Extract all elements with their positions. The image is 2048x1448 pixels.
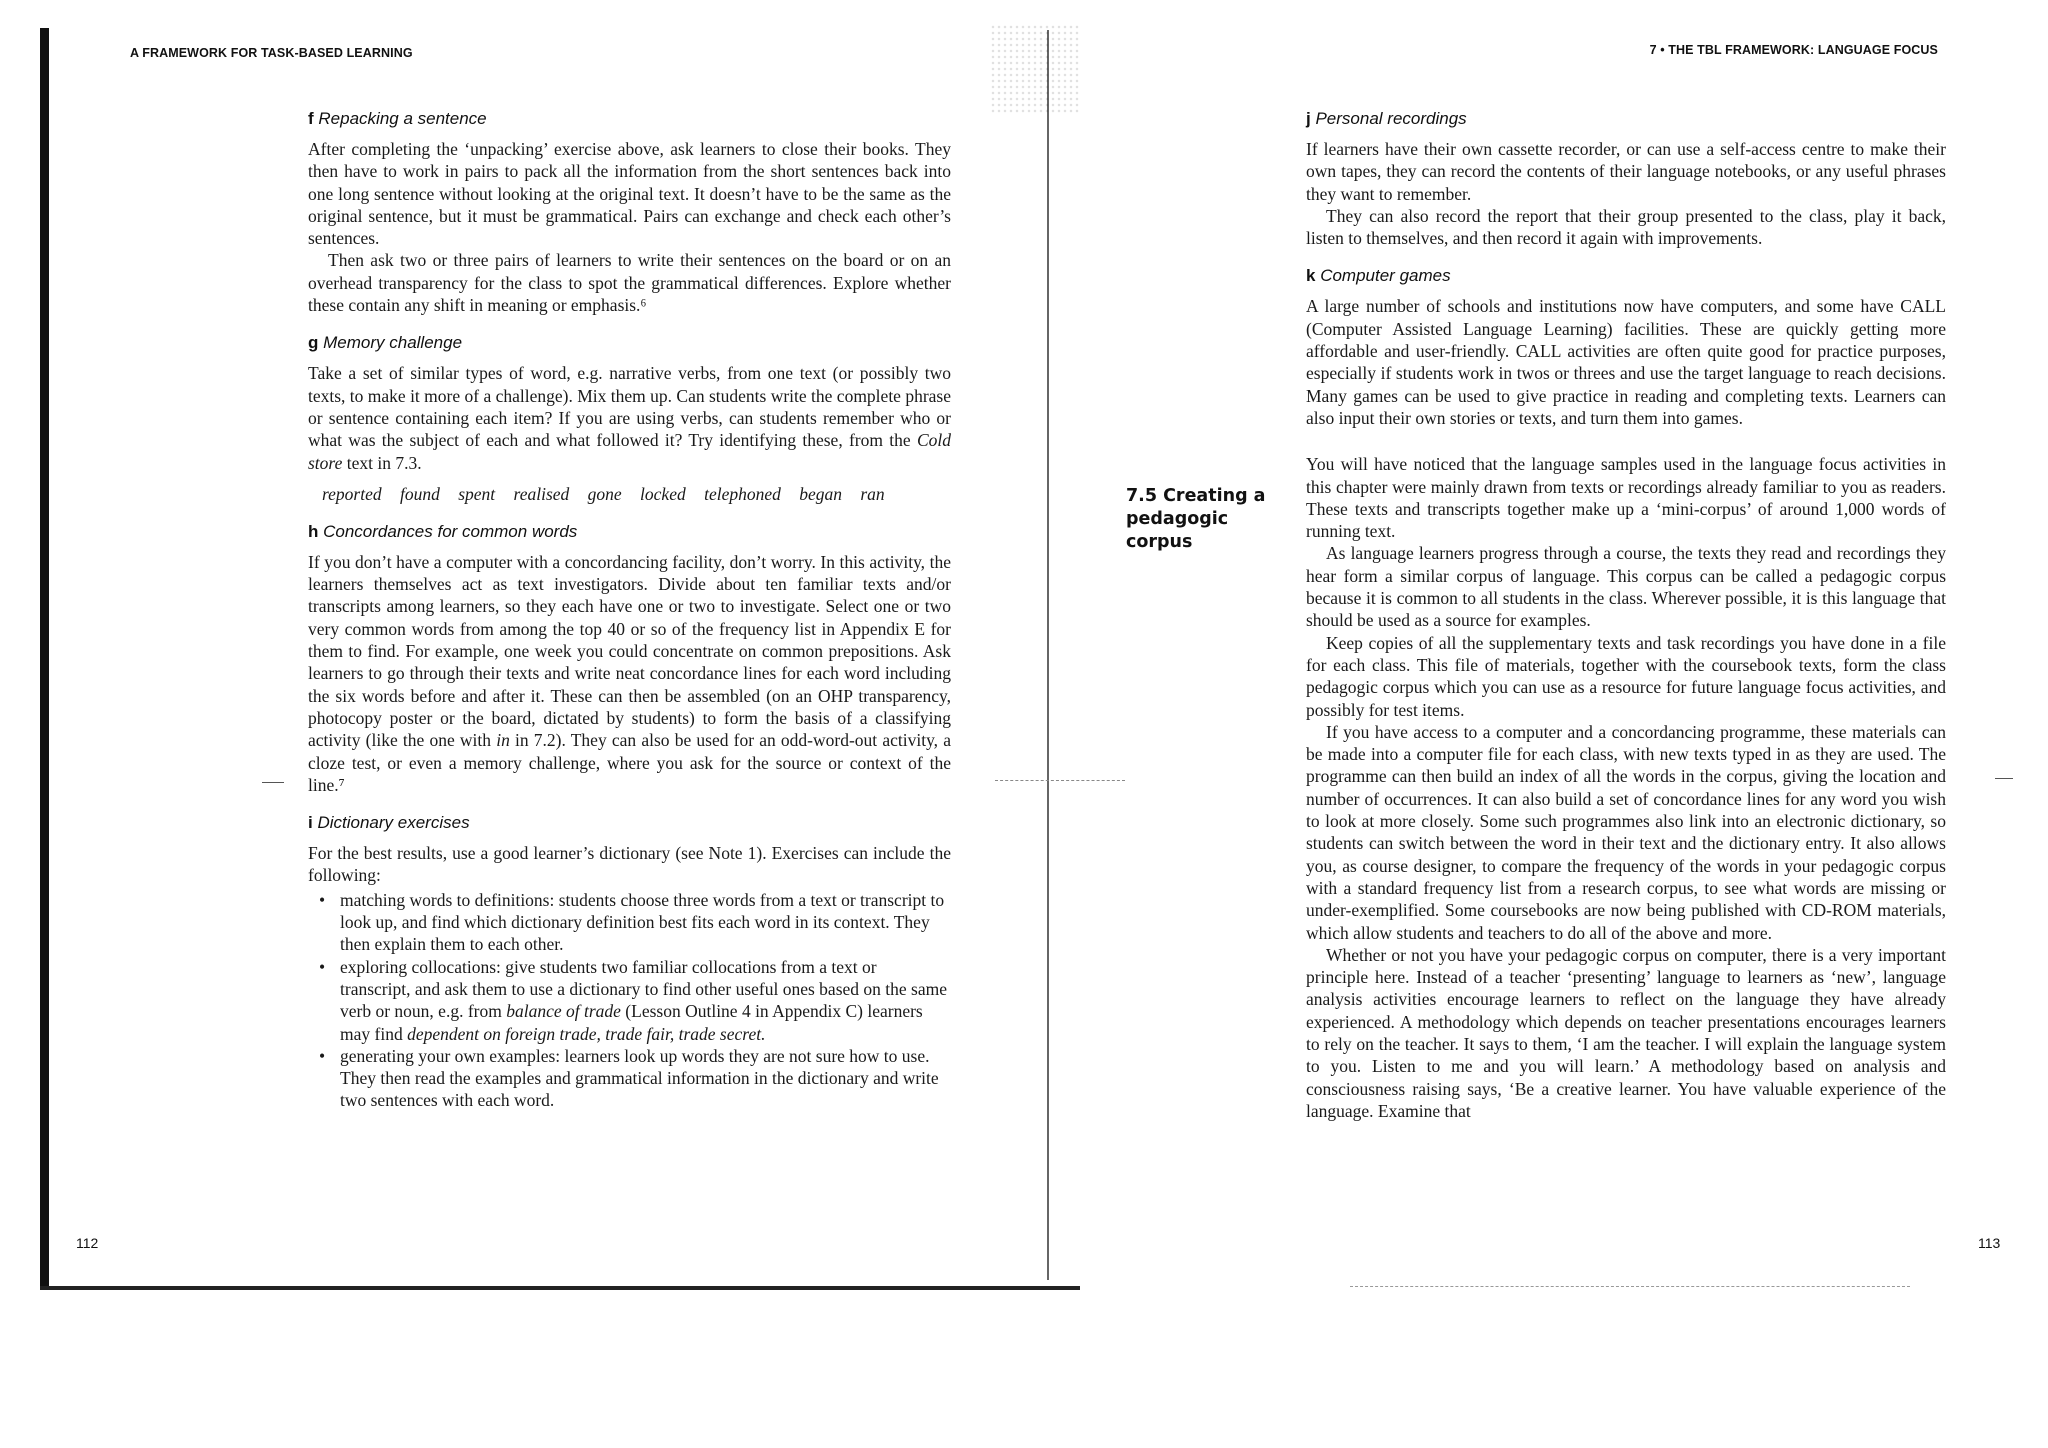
bullet-icon: • <box>319 1045 326 1066</box>
section-letter: g <box>308 333 319 353</box>
paragraph: For the best results, use a good learner’s dictionary (see Note 1). Exercises can include the following: <box>308 843 951 886</box>
page-bottom-rule-right <box>1350 1286 1910 1287</box>
running-head-right: 7 • THE TBL FRAMEWORK: LANGUAGE FOCUS <box>1649 43 1938 57</box>
section-title: Memory challenge <box>323 333 463 353</box>
section-heading <box>308 109 951 129</box>
section-pedagogic-corpus <box>1306 453 1946 1122</box>
list-item <box>319 956 951 1045</box>
text-run: If you don’t have a computer with a concordancing facility, don’t worry. In this activity, the learners themselves act as text investigators. Divide about ten familiar texts and/or transcripts among learners, so they each have one or two to investigate. Select one or two very common words from among the top 40 or so of the frequency list in Appendix E for them to find. For example, one week you could concentrate on common prepositions. Ask learners to go through their texts and write neat concordance lines for each word including the six words before and after it. These can then be assembled (on an OHP transparency, photocopy poster or the board, dictated by students) to form the basis of a classifying activity (like the one with <box>308 551 951 751</box>
section-g <box>308 333 951 504</box>
bullet-list <box>308 889 951 1112</box>
section-title: Dictionary exercises <box>317 813 470 833</box>
section-heading <box>308 333 951 353</box>
paragraph: As language learners progress through a course, the texts they read and recordings they hear form a similar corpus of language. This corpus can be called a pedagogic corpus because it is common to all students in the class. Wherever possible, it is this language that should be used as a source for examples. <box>1306 543 1946 631</box>
text-italic: in <box>496 730 510 751</box>
margin-dash-left <box>262 782 284 783</box>
paragraph: Then ask two or three pairs of learners to write their sentences on the board or on an overhead transparency for the class to spot the grammatical differences. Explore whether these contain any shift in meaning or emphasis.⁶ <box>308 250 951 316</box>
section-h <box>308 522 951 796</box>
section-heading <box>308 813 951 833</box>
page-number-right: 113 <box>1978 1235 2001 1251</box>
page-bottom-rule <box>40 1286 1080 1290</box>
section-heading <box>1306 109 1946 129</box>
paragraph: A large number of schools and institutions now have computers, and some have CALL (Computer Assisted Language Learning) facilities. These are quickly getting more affordable and user-friendly. CALL activities are often quite good for practice purposes, especially if students work in twos or threes and use the target language to reach decisions. Many games can be used to give practice in reading and completing texts. Learners can also input their own stories or texts, and turn them into games. <box>1306 296 1946 428</box>
text-run: text in 7.3. <box>342 452 422 473</box>
section-title: Repacking a sentence <box>318 109 487 128</box>
section-heading <box>308 522 951 542</box>
paragraph: Whether or not you have your pedagogic corpus on computer, there is a very important principle here. Instead of a teacher ‘presenting’ language to learners as ‘new’, language analysis activities encourage learners to reflect on the language they have already experienced. A methodology which depends on teacher presentations encourages learners to rely on the teacher. It says to them, ‘I am the teacher. I will explain the language system to you. Listen to me and you will learn.’ A methodology based on analysis and consciousness raising says, ‘Be a creative learner. You have valuable experience of the language. Examine that <box>1306 944 1946 1121</box>
scan-noise <box>990 24 1080 114</box>
section-f <box>308 109 951 316</box>
text-run: in 7.2). They can also be used for an odd-word-out activity, a cloze test, or even a memory challenge, where you ask for the source or context of the line.⁷ <box>308 730 952 795</box>
text-italic: dependent on foreign trade, trade fair, trade secret. <box>407 1023 766 1044</box>
paragraph <box>308 362 951 473</box>
section-k <box>1306 266 1946 429</box>
section-letter: i <box>308 813 313 833</box>
page-number-left: 112 <box>76 1235 99 1251</box>
section-heading <box>1306 266 1946 286</box>
section-i <box>308 813 951 1112</box>
section-heading-margin: 7.5 Creating a pedagogic corpus <box>1126 486 1266 552</box>
section-title: Personal recordings <box>1315 109 1467 128</box>
book-gutter <box>1047 30 1049 1280</box>
bullet-icon: • <box>319 956 326 977</box>
section-letter: k <box>1306 266 1316 286</box>
scan-edge-bar <box>40 28 49 1290</box>
bullet-icon: • <box>319 889 326 910</box>
paragraph: If you have access to a computer and a concordancing programme, these materials can be made into a computer file for each class, with new texts typed in as they are used. The programme can then build an index of all the words in the corpus, giving the location and number of occurrences. It can also build a set of concordance lines for any word you wish to look at more closely. Some such programmes also link into an electronic dictionary, so students can switch between the word in their text and the dictionary entry. It also allows you, as course designer, to compare the frequency of the words in your pedagogic corpus with a standard frequency list from a research corpus, to see what words are missing or under-exemplified. Some coursebooks are now being published with CD-ROM materials, which allow students and teachers to do all of the above and more. <box>1306 721 1946 943</box>
text-italic: balance of trade <box>506 1001 621 1022</box>
text-run: exploring collocations: give students two familiar collocations from a text or transcript, and ask them to use a dictionary to find other useful ones based on the same verb or noun, e.g. from <box>340 956 947 1022</box>
right-page-body <box>1306 109 1946 1139</box>
paragraph: If learners have their own cassette recorder, or can use a self-access centre to make their own tapes, they can record the contents of their language notebooks, or any useful phrases they want to remember. <box>1306 139 1946 204</box>
section-letter: j <box>1306 109 1311 128</box>
paragraph: After completing the ‘unpacking’ exercise above, ask learners to close their books. They then have to work in pairs to pack all the information from the short sentences back into one long sentence without looking at the original text. It doesn’t have to be the same as the original sentence, but it must be grammatical. Pairs can exchange and check each other’s sentences. <box>308 139 951 249</box>
text-run: matching words to definitions: students choose three words from a text or transcript to look up, and find which dictionary definition best fits each word in its context. They then explain them to each other. <box>340 889 945 955</box>
text-run: generating your own examples: learners look up words they are not sure how to use. They then read the examples and grammatical information in the dictionary and write two sentences with each word. <box>340 1045 939 1111</box>
running-head-left: A FRAMEWORK FOR TASK-BASED LEARNING <box>130 46 413 60</box>
list-item <box>319 1045 951 1112</box>
paragraph: You will have noticed that the language samples used in the language focus activities in this chapter were mainly drawn from texts or recordings already familiar to you as readers. These texts and transcripts together make up a ‘mini-corpus’ of around 1,000 words of running text. <box>1306 454 1946 542</box>
list-item <box>319 889 951 956</box>
margin-dash-right <box>1995 778 2013 779</box>
text-run: Take a set of similar types of word, e.g. narrative verbs, from one text (or possibly two texts, to make it more of a challenge). Mix them up. Can students write the complete phrase or sentence containing each item? If you are using verbs, can students remember who or what was the subject of each and what followed it? Try identifying these, from the <box>308 363 951 451</box>
gutter-dash <box>995 780 1125 781</box>
paragraph <box>308 551 951 796</box>
paragraph: Keep copies of all the supplementary texts and task recordings you have done in a file for each class. This file of materials, together with the coursebook texts, form the class pedagogic corpus which you can use as a resource for future language focus activities, and possibly for test items. <box>1306 632 1946 720</box>
text-run: (Lesson Outline 4 in Appendix C) learners may find <box>340 1001 923 1044</box>
section-letter: h <box>308 521 319 541</box>
section-title: Computer games <box>1320 266 1451 286</box>
verb-list: reported found spent realised gone locked telephoned began ran <box>322 483 885 504</box>
section-j <box>1306 109 1946 249</box>
section-letter: f <box>308 109 314 128</box>
section-title: Concordances for common words <box>323 521 578 541</box>
text-italic: Cold store <box>308 430 951 473</box>
left-page-body <box>308 109 951 1129</box>
paragraph: They can also record the report that their group presented to the class, play it back, listen to themselves, and then record it again with improvements. <box>1306 205 1946 249</box>
